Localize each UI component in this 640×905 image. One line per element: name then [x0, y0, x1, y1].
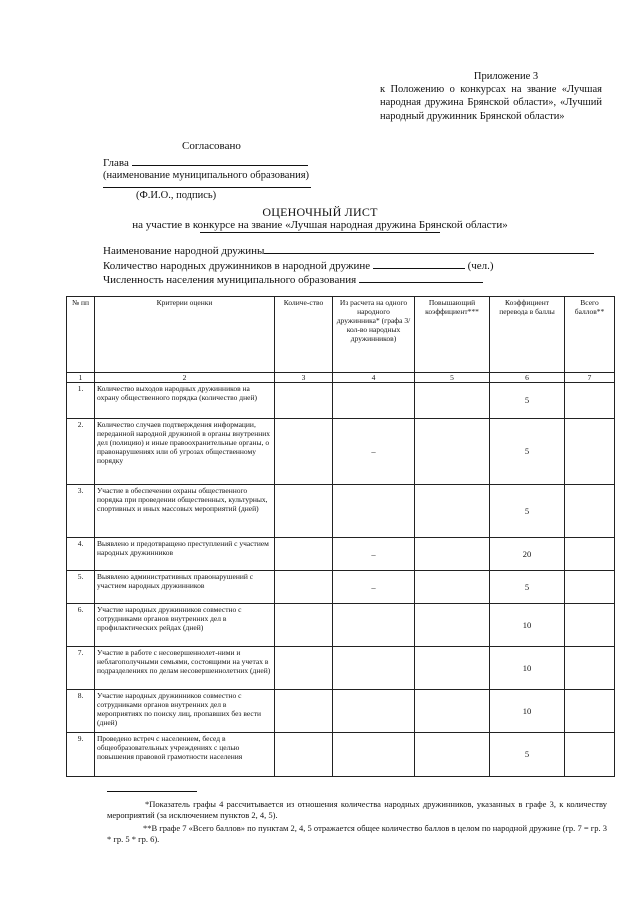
row-total[interactable] [565, 690, 615, 733]
row-coefficient: 10 [490, 690, 565, 733]
row-number: 9. [67, 733, 95, 777]
row-number: 6. [67, 604, 95, 647]
row-increasing-coefficient[interactable] [415, 690, 490, 733]
table-row [67, 383, 615, 419]
footnote-separator [107, 791, 197, 792]
row-number: 7. [67, 647, 95, 690]
row-per-member[interactable] [333, 690, 415, 733]
row-quantity[interactable] [275, 485, 333, 538]
approval-title: Согласовано [182, 140, 241, 152]
row-total[interactable] [565, 647, 615, 690]
row-per-member[interactable] [333, 383, 415, 419]
row-total[interactable] [565, 733, 615, 777]
column-number: 1 [67, 373, 95, 383]
members-count-label: Количество народных дружинников в народной дружине [103, 260, 371, 272]
table-row [67, 690, 615, 733]
row-total[interactable] [565, 538, 615, 571]
population-blank [359, 272, 483, 283]
appendix-title: Приложение 3 [473, 71, 539, 82]
head-name-blank [132, 155, 308, 166]
signature-line [103, 187, 311, 188]
population-label: Численность населения муниципального образования [103, 274, 357, 286]
row-number: 2. [67, 419, 95, 485]
row-quantity[interactable] [275, 647, 333, 690]
row-quantity[interactable] [275, 571, 333, 604]
row-coefficient: 5 [490, 571, 565, 604]
row-increasing-coefficient[interactable] [415, 733, 490, 777]
row-coefficient: 5 [490, 733, 565, 777]
row-coefficient: 5 [490, 383, 565, 419]
row-increasing-coefficient[interactable] [415, 485, 490, 538]
row-number: 5. [67, 571, 95, 604]
row-criterion: Участие народных дружинников совместно с сотрудниками органов внутренних дел в мероприятиях по поиску лиц, пропавших без вести (дней) [95, 690, 275, 733]
row-coefficient: 5 [490, 419, 565, 485]
head-line [103, 155, 308, 169]
header-criteria: Критерии оценки [95, 297, 275, 373]
row-increasing-coefficient[interactable] [415, 647, 490, 690]
row-criterion: Участие в обеспечении охраны общественного порядка при проведении общественных, культурных, спортивных и иных массовых мероприятий (дней) [95, 485, 275, 538]
row-quantity[interactable] [275, 733, 333, 777]
row-criterion: Количество выходов народных дружинников на охрану общественного порядка (количество дней) [95, 383, 275, 419]
row-per-member[interactable] [333, 485, 415, 538]
squad-name-label: Наименование народной дружины [103, 245, 265, 257]
row-per-member[interactable]: – [333, 419, 415, 485]
row-quantity[interactable] [275, 383, 333, 419]
row-quantity[interactable] [275, 419, 333, 485]
footnote-second: **В графе 7 «Всего баллов» по пунктам 2, 4, 5 отражается общее количество баллов в целом по народной дружине (гр. 7 = гр. 3 * гр. 5 * гр. 6). [107, 823, 607, 844]
members-unit: (чел.) [467, 260, 494, 272]
header-total: Всего баллов** [565, 297, 615, 373]
row-per-member[interactable] [333, 733, 415, 777]
row-increasing-coefficient[interactable] [415, 571, 490, 604]
row-total[interactable] [565, 571, 615, 604]
row-coefficient: 10 [490, 647, 565, 690]
row-number: 3. [67, 485, 95, 538]
column-number-row [67, 373, 615, 383]
column-number: 5 [415, 373, 490, 383]
row-increasing-coefficient[interactable] [415, 383, 490, 419]
row-quantity[interactable] [275, 690, 333, 733]
squad-name-blank [264, 243, 594, 254]
signature-caption: (Ф.И.О., подпись) [136, 190, 217, 201]
row-total[interactable] [565, 485, 615, 538]
population-field [103, 272, 483, 286]
row-per-member[interactable] [333, 604, 415, 647]
row-total[interactable] [565, 604, 615, 647]
row-criterion: Выявлено административных правонарушений с участием народных дружинников [95, 571, 275, 604]
document-title: ОЦЕНОЧНЫЙ ЛИСТ [262, 205, 378, 219]
table-row [67, 733, 615, 777]
municipality-caption: (наименование муниципального образования) [103, 170, 310, 181]
header-quantity: Количе-ство [275, 297, 333, 373]
appendix-body: к Положению о конкурсах на звание «Лучшая народная дружина Брянской области», «Лучший народный дружинник Брянской области» [380, 84, 602, 122]
table-row [67, 538, 615, 571]
row-total[interactable] [565, 383, 615, 419]
footnote-first: *Показатель графы 4 рассчитывается из отношения количества народных дружинников, указанных в графе 3, к количеству мероприятий (за исключением пунктов 2, 4, 5). [107, 799, 607, 820]
table-row [67, 485, 615, 538]
row-per-member[interactable]: – [333, 538, 415, 571]
row-number: 4. [67, 538, 95, 571]
row-increasing-coefficient[interactable] [415, 604, 490, 647]
row-number: 1. [67, 383, 95, 419]
members-count-field [103, 258, 494, 272]
squad-name-field [103, 243, 594, 257]
row-criterion: Количество случаев подтверждения информации, переданной народной дружиной в органы внутренних дел (полицию) и иные правоохранительные органы, о правонарушениях или об угрозах общественному порядку [95, 419, 275, 485]
members-count-blank [373, 258, 465, 269]
row-criterion: Проведено встреч с населением, бесед в общеобразовательных учреждениях с целью повышения правовой грамотности населения [95, 733, 275, 777]
header-increasing-coefficient: Повышающий коэффициент*** [415, 297, 490, 373]
row-coefficient: 5 [490, 485, 565, 538]
appendix-block [380, 70, 602, 123]
table-row [67, 647, 615, 690]
row-number: 8. [67, 690, 95, 733]
title-underline [200, 232, 440, 233]
column-number: 3 [275, 373, 333, 383]
header-num: № пп [67, 297, 95, 373]
row-coefficient: 20 [490, 538, 565, 571]
row-total[interactable] [565, 419, 615, 485]
table-row [67, 419, 615, 485]
column-number: 6 [490, 373, 565, 383]
evaluation-table [66, 296, 615, 777]
table-row [67, 604, 615, 647]
row-quantity[interactable] [275, 538, 333, 571]
header-per-member: Из расчета на одного народного дружинника* (графа 3/кол-во народных дружинников) [333, 297, 415, 373]
row-per-member[interactable]: – [333, 571, 415, 604]
row-criterion: Участие народных дружинников совместно с сотрудниками органов внутренних дел в профилактических рейдах (дней) [95, 604, 275, 647]
column-number: 4 [333, 373, 415, 383]
row-per-member[interactable] [333, 647, 415, 690]
document-subtitle: на участие в конкурсе на звание «Лучшая народная дружина Брянской области» [132, 219, 508, 231]
row-increasing-coefficient[interactable] [415, 538, 490, 571]
row-increasing-coefficient[interactable] [415, 419, 490, 485]
table-row [67, 571, 615, 604]
row-criterion: Выявлено и предотвращено преступлений с участием народных дружинников [95, 538, 275, 571]
table-header-row [67, 297, 615, 373]
row-quantity[interactable] [275, 604, 333, 647]
row-coefficient: 10 [490, 604, 565, 647]
column-number: 2 [95, 373, 275, 383]
head-label: Глава [103, 157, 129, 169]
row-criterion: Участие в работе с несовершеннолет-ними и неблагополучными семьями, состоящими на учетах в подразделениях по делам несовершеннолетних (дней) [95, 647, 275, 690]
column-number: 7 [565, 373, 615, 383]
header-coefficient: Коэффициент перевода в баллы [490, 297, 565, 373]
